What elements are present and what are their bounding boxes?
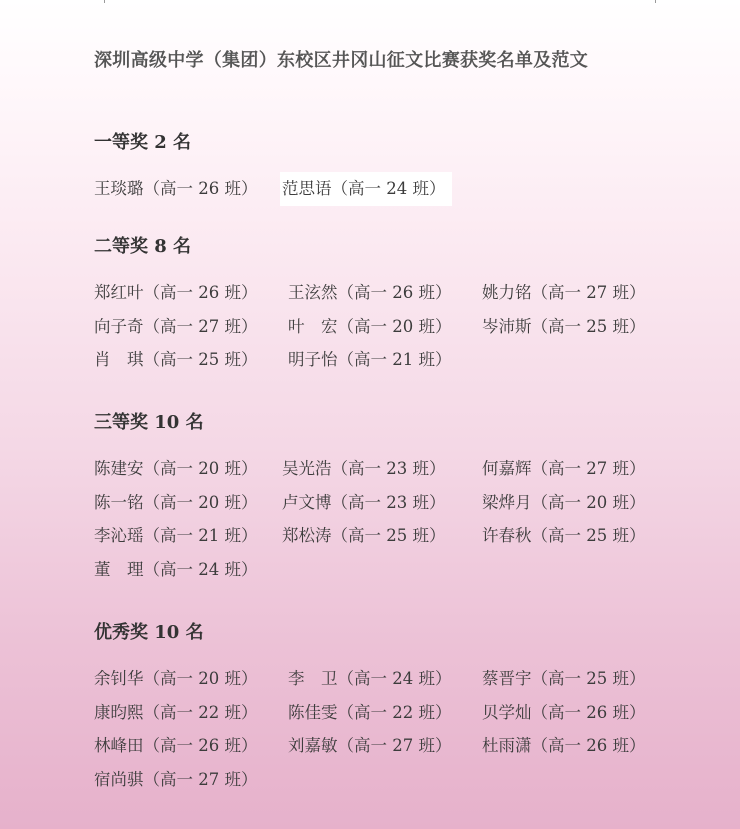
section-first-prize	[94, 130, 694, 206]
winner-entry: 杜雨潇（高一 26 班）	[482, 736, 646, 755]
winner-entry: 李沁瑶（高一 21 班）	[94, 526, 258, 545]
winner-list	[94, 172, 694, 206]
winner-row	[94, 276, 694, 310]
winner-row	[94, 343, 694, 377]
winner-entry: 陈佳雯（高一 22 班）	[288, 702, 452, 722]
page-corner-mark-right	[655, 0, 656, 3]
winner-entry: 陈一铭（高一 20 班）	[94, 492, 258, 512]
winner-row	[94, 452, 694, 486]
winner-entry: 郑松涛（高一 25 班）	[282, 526, 446, 545]
winner-entry: 许春秋（高一 25 班）	[482, 526, 646, 545]
winner-entry: 范思语（高一 24 班）	[280, 172, 452, 206]
winner-entry: 肖 琪（高一 25 班）	[94, 350, 258, 369]
winner-list	[94, 662, 694, 796]
page-corner-mark-left	[104, 0, 105, 3]
winner-row	[94, 486, 694, 520]
winner-row	[94, 696, 694, 730]
section-heading: 三等奖 10 名	[94, 412, 204, 433]
winner-entry: 贝学灿（高一 26 班）	[482, 702, 646, 722]
section-merit-prize	[94, 620, 694, 796]
winner-entry: 李 卫（高一 24 班）	[288, 669, 452, 688]
winner-entry: 何嘉辉（高一 27 班）	[482, 459, 646, 478]
document-title: 深圳高级中学（集团）东校区井冈山征文比赛获奖名单及范文	[94, 50, 589, 71]
winner-entry: 董 理（高一 24 班）	[94, 559, 258, 579]
winner-entry: 姚力铭（高一 27 班）	[482, 283, 646, 302]
section-third-prize	[94, 410, 694, 586]
winner-row	[94, 662, 694, 696]
section-heading: 优秀奖 10 名	[94, 622, 204, 643]
winner-entry: 宿尚骐（高一 27 班）	[94, 769, 258, 789]
winner-row	[94, 519, 694, 553]
winner-row	[94, 172, 694, 206]
winner-entry: 王琰璐（高一 26 班）	[94, 179, 258, 198]
winner-entry: 卢文博（高一 23 班）	[282, 492, 446, 512]
winner-entry: 叶 宏（高一 20 班）	[288, 316, 452, 336]
winner-entry: 刘嘉敏（高一 27 班）	[288, 736, 452, 755]
section-second-prize	[94, 234, 694, 377]
winner-list	[94, 276, 694, 377]
winner-list	[94, 452, 694, 586]
winner-entry: 明子怡（高一 21 班）	[288, 350, 452, 369]
winner-entry: 陈建安（高一 20 班）	[94, 459, 258, 478]
winner-entry: 林峰田（高一 26 班）	[94, 736, 258, 755]
winner-entry: 梁烨月（高一 20 班）	[482, 492, 646, 512]
winner-row	[94, 763, 694, 797]
section-heading: 一等奖 2 名	[94, 132, 192, 153]
section-heading: 二等奖 8 名	[94, 236, 192, 257]
winner-row	[94, 729, 694, 763]
winner-entry: 吴光浩（高一 23 班）	[282, 459, 446, 478]
winner-entry: 王泫然（高一 26 班）	[288, 283, 452, 302]
winner-entry: 余钊华（高一 20 班）	[94, 669, 258, 688]
winner-entry: 岑沛斯（高一 25 班）	[482, 316, 646, 336]
winner-row	[94, 553, 694, 587]
winner-entry: 康昀熙（高一 22 班）	[94, 702, 258, 722]
winner-entry: 郑红叶（高一 26 班）	[94, 283, 258, 302]
winner-row	[94, 310, 694, 344]
winner-entry: 向子奇（高一 27 班）	[94, 316, 258, 336]
winner-entry: 蔡晋宇（高一 25 班）	[482, 669, 646, 688]
